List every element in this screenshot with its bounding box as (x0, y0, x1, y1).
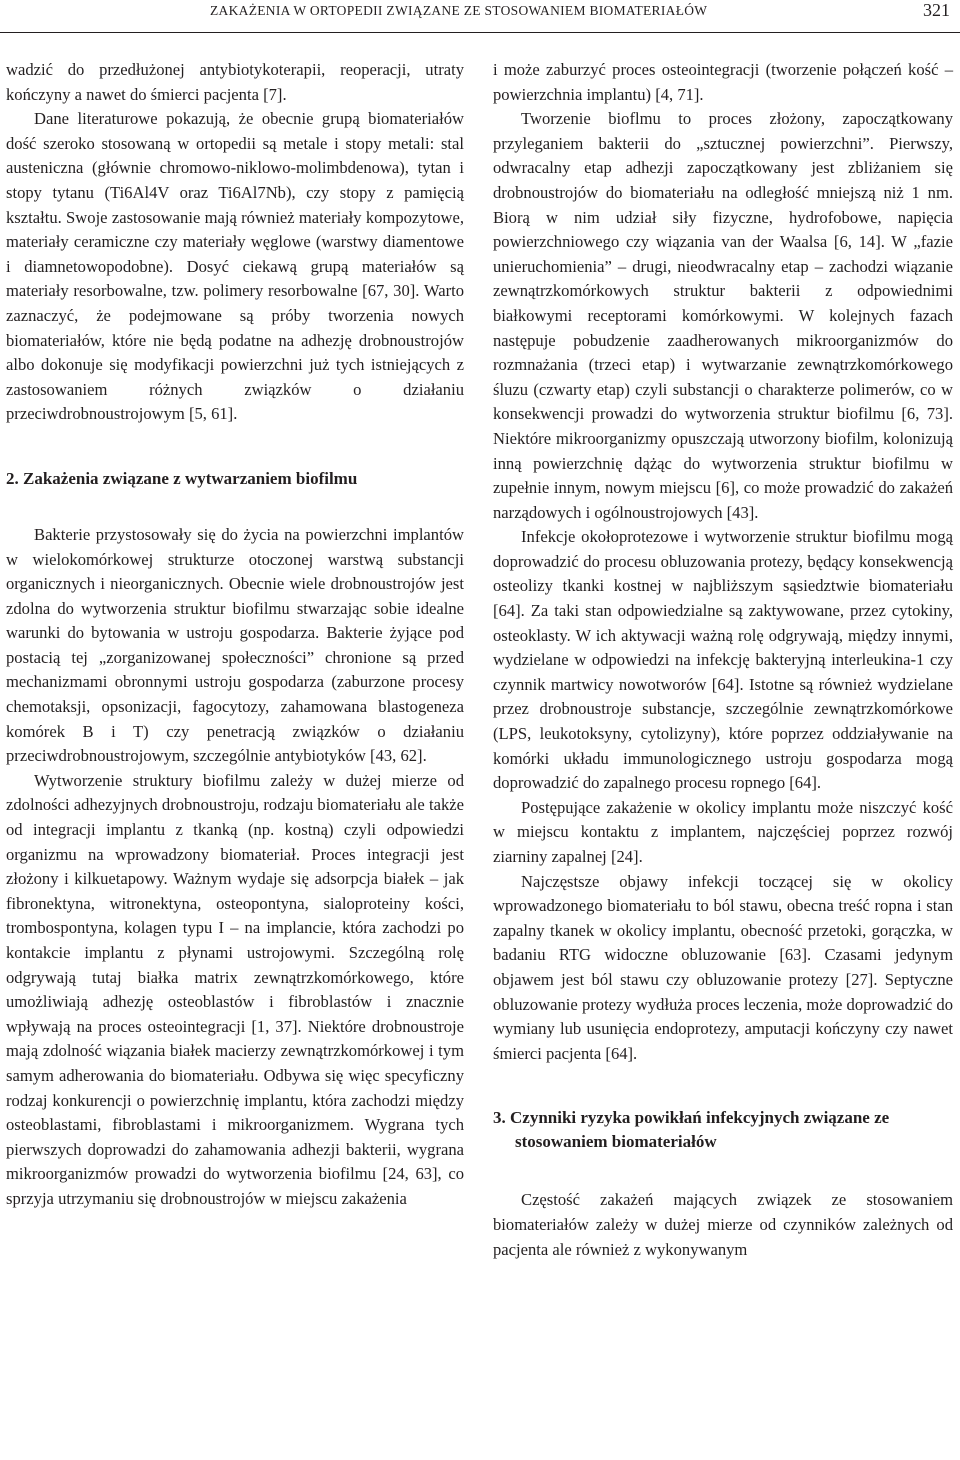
header-rule (0, 32, 960, 33)
running-title: ZAKAŻENIA W ORTOPEDII ZWIĄZANE ZE STOSOWANIEM BIOMATERIAŁÓW (210, 3, 708, 18)
paragraph: Dane literaturowe pokazują, że obecnie grupą biomateriałów dość szeroko stosowaną w ortopedii są metale i stopy metali: stal austeniczna (głównie chromowo-niklowo-molimbdenowa), tytan i stopy tytanu (Ti6Al4V oraz Ti6Al7Nb), czy stopy z pamięcią kształtu. Swoje zastosowanie mają również materiały kompozytowe, materiały ceramiczne czy materiały węglowe (warstwy diamentowe i diamnetowopodobne). Dosyć ciekawą grupą materiałów są materiały resorbowalne, tzw. polimery resorbowalne [67, 30]. Warto zaznaczyć, że podejmowane są próby tworzenia nowych biomateriałów, które nie będą podatne na adhezję drobnoustrojów albo dokonuje się modyfikacji powierzchni już tych istniejących z zastosowaniem różnych związków o działaniu przeciwdrobnoustrojowym [5, 61]. (6, 109, 464, 424)
page-number: 321 (923, 0, 950, 20)
paragraph: Najczęstsze objawy infekcji toczącej się w okolicy wprowadzonego biomateriału to ból stawu, obecna treść ropna i stan zapalny tkanek w okolicy implantu, obecność przetoki, gorączka, w badaniu RTG widoczne obluzowanie [63]. Czasami jedynym objawem jest ból stawu czy obluzowanie protezy [27]. Septyczne obluzowanie protezy wydłuża proces leczenia, może doprowadzić do wymiany lub usunięcia endoprotezy, amputacji kończyny czy nawet śmierci pacjenta [64]. (493, 871, 953, 1063)
paragraph: wadzić do przedłużonej antybiotykoterapii, reoperacji, utraty kończyny a nawet do śmierci pacjenta [7]. (6, 60, 464, 104)
paragraph: Tworzenie bioflmu to proces złożony, zapoczątkowany przyleganiem bakterii do „sztucznej powierzchni”. Pierwszy, odwracalny etap adhezji zapoczątkowany jest zbliżaniem się drobnoustrojów do biomateriału na odległość mniejszą niż 1 nm. Biorą w nim udział siły fizyczne, hydrofobowe, napięcia powierzchniowego czy wiązania van der Waalsa [6, 14]. W „fazie unieruchomienia” – drugi, nieodwracalny etap – zachodzi wiązanie zewnątrzkomórkowych struktur bakterii z odpowiednimi białkowymi receptorami komórkowymi. W kolejnych fazach następuje pobudzenie zaadherowanych mikroorganizmów do rozmnażania (trzeci etap) i wytwarzanie zewnątrzkomórkowego śluzu (czwarty etap) czyli substancji o charakterze polimerów, co w konsekwencji prowadzi do wytworzenia struktur biofilmu [6, 73]. Niektóre mikroorganizmy opuszczają utworzony biofilm, kolonizują inną powierzchnię dążąc do wytworzenia struktur biofilmu w zupełnie innym, nowym miejscu [6], co może prowadzić do zakażeń narządowych i ogólnoustrojowych [43]. (493, 109, 953, 522)
section-heading-2: 2. Zakażenia związane z wytwarzaniem biofilmu (6, 468, 358, 488)
paragraph: Infekcje okołoprotezowe i wytworzenie struktur biofilmu mogą doprowadzić do procesu obluzowania protezy, będący konsekwencją osteolizy tkanki kostnej w najbliższym sąsiedztwie biomateriału [64]. Za taki stan odpowiedzialne są zaktywowane, przez cytokiny, osteoklasty. W ich aktywacji ważną rolę odgrywają, między innymi, wydzielane w odpowiedzi na infekcję bakteryjną interleukina-1 czy czynnik martwicy nowotworów [64]. Istotne są również wydzielane przez drobnoustroje substancje, szczególnie zewnątrzkomórkowe (LPS, leukotoksyny, cytolizyny), które poprzez oddziaływanie na komórki układu immunologicznego ustroju gospodarza mogą doprowadzić do zapalnego procesu ropnego [64]. (493, 527, 953, 793)
paragraph: Bakterie przystosowały się do życia na powierzchni implantów w wielokomórkowej strukturze otoczonej warstwą substancji organicznych i nieorganicznych. Obecnie wiele drobnoustrojów jest zdolna do wytworzenia struktur biofilmu stwarzając sobie idealne warunki do bytowania w ustroju gospodarza. Bakterie żyjące pod postacią tej „zorganizowanej społeczności” chronione są przed mechanizmami obronnymi ustroju gospodarza (zaburzone procesy chemotaksji, opsonizacji, fagocytozy, zahamowana blastogeneza komórek B i T) czy penetracją związków o działaniu przeciwdrobnoustrojowym, szczególnie antybiotyków [43, 62]. (6, 524, 464, 766)
left-column (6, 58, 464, 1212)
paragraph: Postępujące zakażenie w okolicy implantu może niszczyć kość w miejscu kontaktu z implantem, najczęściej poprzez rozwój ziarniny zapalnej [24]. (493, 797, 953, 866)
paragraph: Częstość zakażeń mających związek ze stosowaniem biomateriałów zależy w dużej mierze od czynników zależnych od pacjenta ale również z wykonywanym (493, 1190, 953, 1259)
paragraph: i może zaburzyć proces osteointegracji (tworzenie połączeń kość – powierzchnia implantu) [4, 71]. (493, 60, 953, 104)
section-heading-3: 3. Czynniki ryzyka powikłań infekcyjnych związane ze stosowaniem biomateriałów (493, 1108, 890, 1152)
running-header (0, 0, 960, 36)
paragraph: Wytworzenie struktury biofilmu zależy w dużej mierze od zdolności adhezyjnych drobnoustroju, rodzaju biomateriału ale także od integracji implantu z tkanką (np. kostną) czyli odpowiedzi organizmu na wprowadzony biomateriał. Proces integracji jest złożony i kilkuetapowy. Ważnym wydaje się adsorpcja białek – jak fibronektyna, witronektyna, osteopontyna, sialoproteiny kości, trombospontyna, kolagen typu I – na implancie, która zachodzi po kontakcie implantu z płynami ustrojowymi. Szczególną rolę odgrywają tutaj białka matrix zewnątrzkomórkowego, które umożliwiają adhezję osteoblastów i fibroblastów i znacznie wpływają na proces osteointegracji [1, 37]. Niektóre drobnoustroje mają zdolność wiązania białek macierzy zewnątrzkomórkowej i tym samym adherowania do biomateriału. Odbywa się więc specyficzny rodzaj konkurencji o powierzchnię implantu, która zachodzi między osteoblastami, fibroblastami i mikroorganizmem. Wygrana tych pierwszych doprowadzi do zahamowania adhezji bakterii, wygrana mikroorganizmów prowadzi do wytworzenia biofilmu [24, 63], co sprzyja utrzymaniu się drobnoustrojów w miejscu zakażenia (6, 770, 464, 1208)
right-column (493, 58, 953, 1262)
